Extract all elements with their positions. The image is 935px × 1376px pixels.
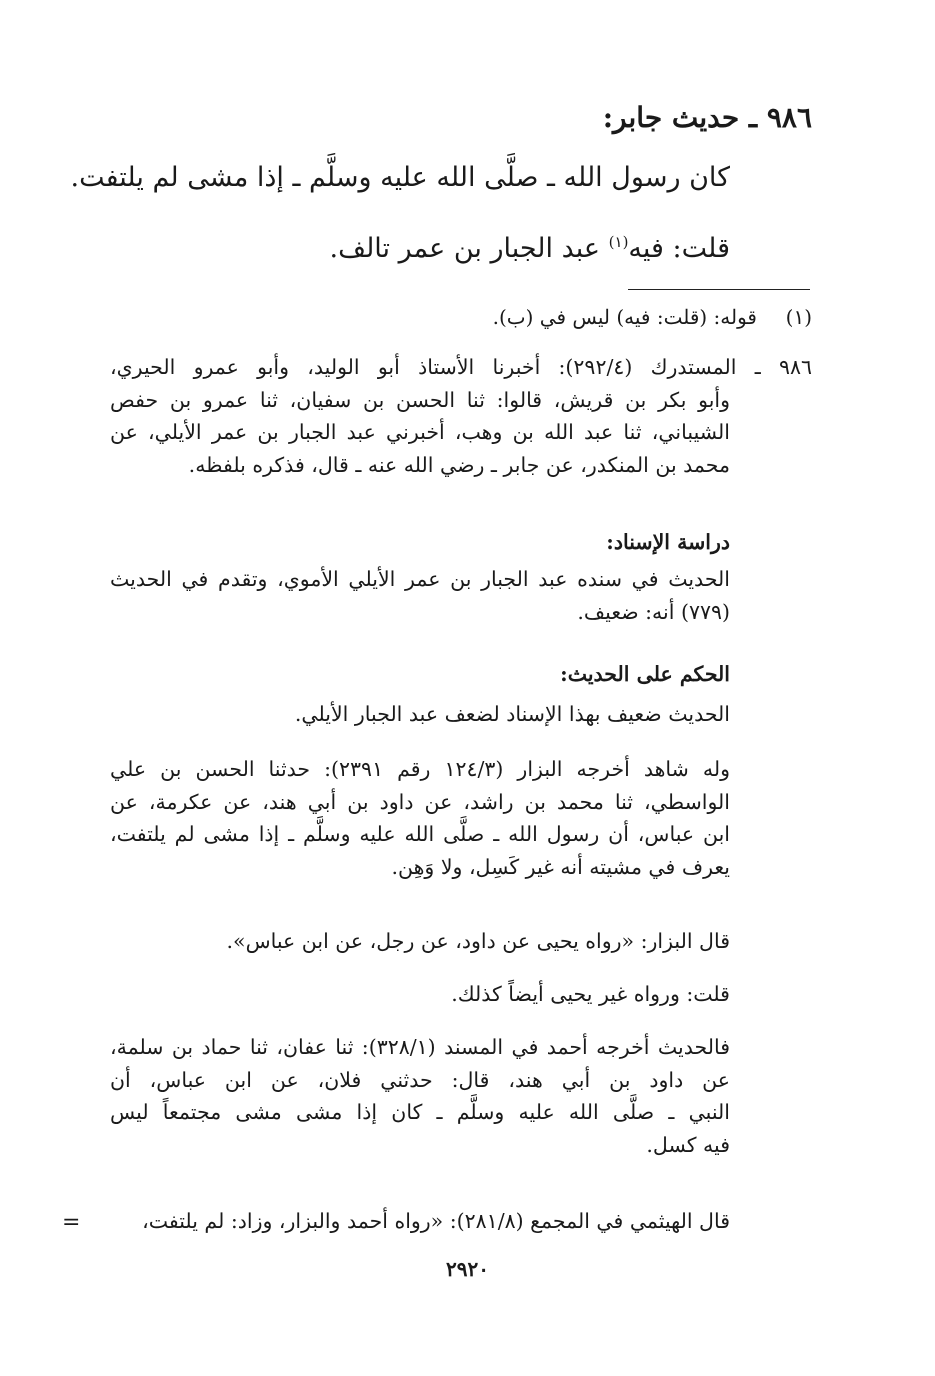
isnad-line: (٧٧٩) أنه: ضعيف. — [577, 599, 730, 624]
ahmad-line: النبي ـ صلَّى الله عليه وسلَّم ـ كان إذا مشى مشى مجتمعاً ليس — [110, 1100, 730, 1124]
ruling-line: الحديث ضعيف بهذا الإسناد لضعف عبد الجبار الأيلي. — [294, 702, 730, 726]
footnote-divider — [628, 289, 810, 290]
haythami-line: قال الهيثمي في المجمع (٢٨١/٨): «رواه أحمد والبزار، وزاد: لم يلتفت، — [142, 1209, 730, 1233]
footnote-ref[interactable]: (١) — [608, 233, 629, 251]
footnote — [122, 303, 812, 331]
mustadrak-line: ٩٨٦ ـ المستدرك (٢٩٢/٤): أخبرنا الأستاذ أبو الوليد، وأبو عمرو الحيري، — [110, 355, 812, 379]
isnad-heading: دراسة الإسناد: — [606, 530, 730, 554]
haythami-paragraph — [110, 1205, 730, 1238]
mustadrak-paragraph — [110, 351, 812, 481]
mustadrak-line: محمد بن المنكدر، عن جابر ـ رضي الله عنه ـ قال، فذكره بلفظه. — [188, 452, 730, 477]
bazzar-quote-line: قال البزار: «رواه يحيى عن داود، عن رجل، عن ابن عباس». — [226, 929, 730, 953]
shahid-paragraph — [110, 753, 730, 883]
hadith-heading: ٩٨٦ ـ حديث جابر: — [602, 101, 812, 134]
note-line: قلت: ورواه غير يحيى أيضاً كذلك. — [451, 982, 730, 1006]
hadith-note-start: قلت: فيه — [628, 233, 730, 264]
mustadrak-line: الشيباني، ثنا عبد الله بن وهب، أخبرني عبد الجبار بن عمر الأيلي، عن — [110, 420, 730, 444]
isnad-paragraph — [110, 563, 730, 628]
ahmad-line: فيه كسل. — [646, 1132, 730, 1157]
note-paragraph — [110, 978, 730, 1011]
continuation-mark: = — [62, 1210, 81, 1235]
ruling-heading: الحكم على الحديث: — [560, 662, 730, 686]
mustadrak-line: وأبو بكر بن قريش، قالوا: ثنا الحسن بن سفيان، ثنا عمرو بن حفص — [110, 387, 730, 412]
footnote-number: (١) — [785, 305, 812, 329]
shahid-line: ابن عباس، أن رسول الله ـ صلَّى الله عليه وسلَّم ـ إذا مشى لم يلتفت، — [110, 822, 730, 846]
isnad-line: الحديث في سنده عبد الجبار بن عمر الأيلي الأموي، وتقدم في الحديث — [110, 567, 730, 591]
hadith-text: كان رسول الله ـ صلَّى الله عليه وسلَّم ـ إذا مشى لم يلتفت. — [70, 162, 730, 193]
ahmad-paragraph — [110, 1031, 730, 1161]
ahmad-line: عن داود بن أبي هند، قال: حدثني فلان، عن ابن عباس، أن — [110, 1067, 730, 1092]
shahid-line: وله شاهد أخرجه البزار (١٢٤/٣ رقم ٢٣٩١): حدثنا الحسن بن علي — [110, 757, 730, 781]
hadith-note — [110, 222, 730, 269]
ruling-paragraph — [110, 698, 730, 731]
page-number: ٢٩٢٠ — [446, 1257, 489, 1281]
bazzar-quote — [110, 925, 730, 958]
ahmad-line: فالحديث أخرجه أحمد في المسند (٣٢٨/١): ثنا عفان، ثنا حماد بن سلمة، — [110, 1035, 731, 1059]
footnote-text: قوله: (قلت: فيه) ليس في (ب). — [492, 305, 757, 329]
shahid-line: يعرف في مشيته أنه غير كَسِل، ولا وَهِن. — [391, 854, 730, 879]
shahid-line: الواسطي، ثنا محمد بن راشد، عن داود بن أبي هند، عن عكرمة، عن — [110, 789, 730, 814]
hadith-note-end: عبد الجبار بن عمر تالف. — [329, 233, 609, 264]
